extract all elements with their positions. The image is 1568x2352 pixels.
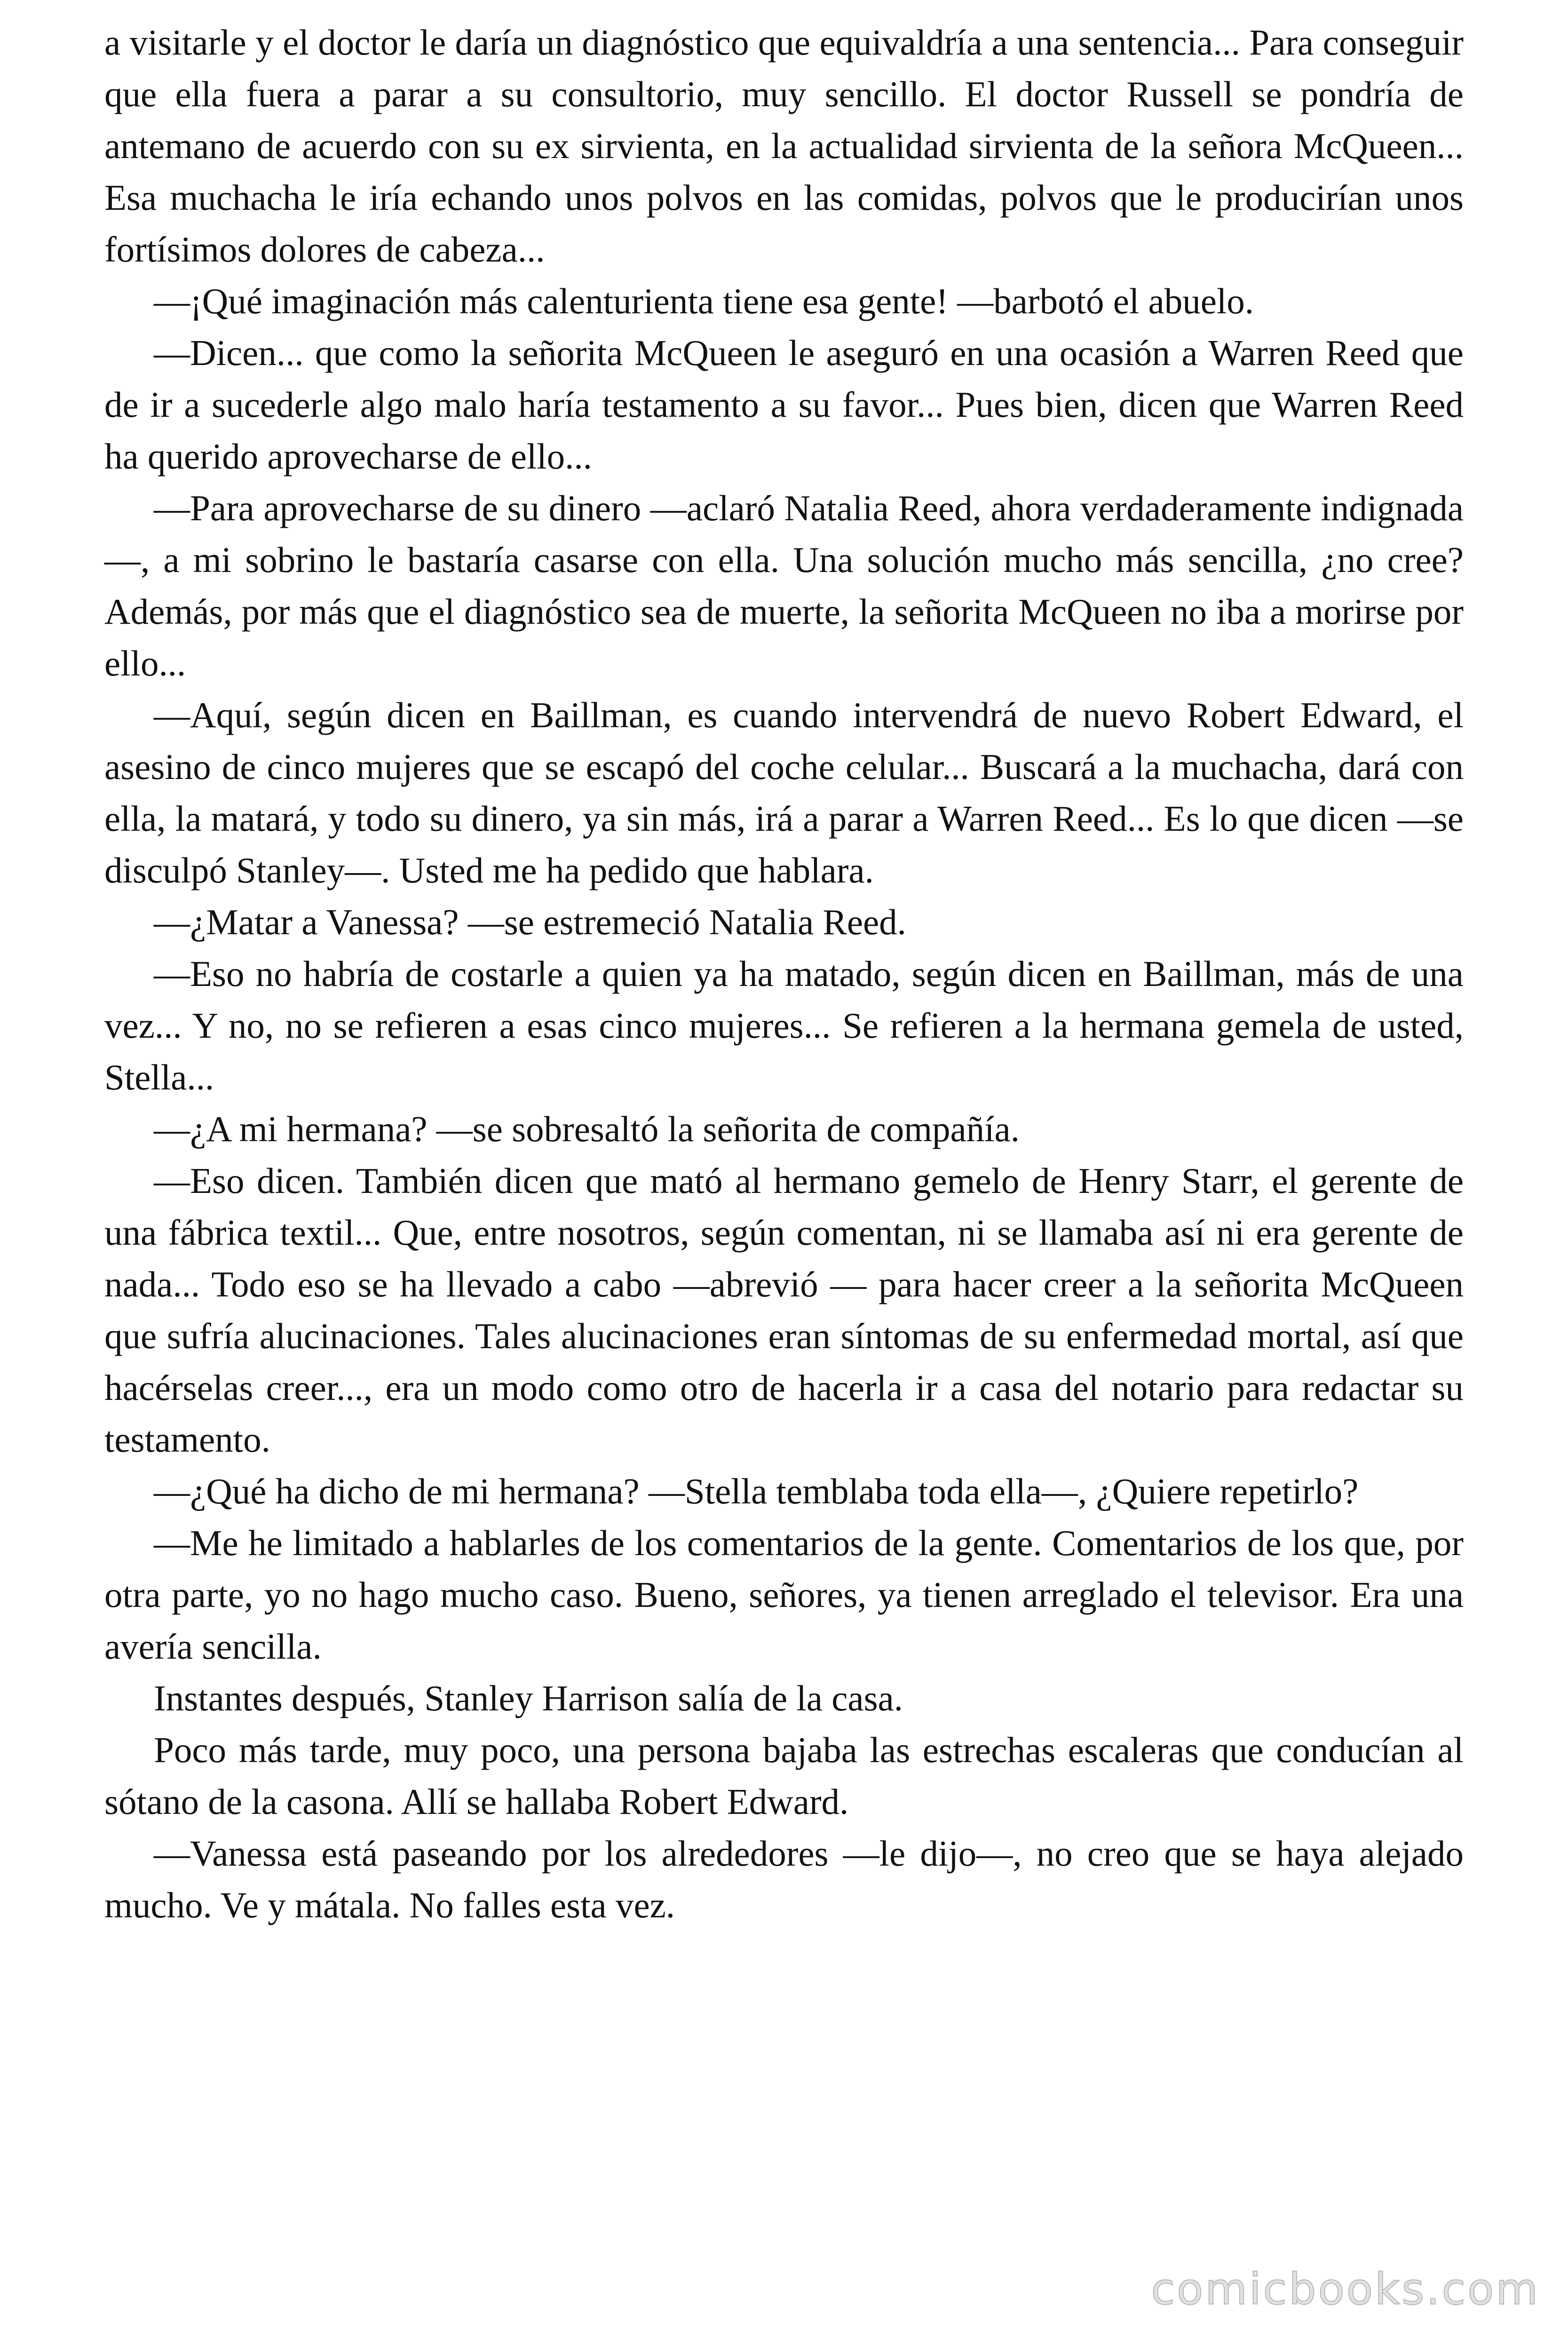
paragraph: —Eso dicen. También dicen que mató al hermano gemelo de Henry Starr, el gerente de una fábrica textil... Que, entre nosotros, según comentan, ni se llamaba así ni era gerente de nada... Todo eso se ha llevado a cabo —abrevió — para hacer creer a la señorita McQueen que sufría alucinaciones. Tales alucinaciones eran síntomas de su enfermedad mortal, así que hacérselas creer..., era un modo como otro de hacerla ir a casa del notario para redactar su testamento. bbox=[104, 1160, 1464, 1460]
paragraph: —¿Matar a Vanessa? —se estremeció Natalia Reed. bbox=[154, 902, 906, 942]
paragraph: Poco más tarde, muy poco, una persona bajaba las estrechas escaleras que conducían al sótano de la casona. Allí se hallaba Robert Edward. bbox=[104, 1730, 1464, 1822]
paragraph: —Dicen... que como la señorita McQueen le aseguró en una ocasión a Warren Reed que de ir a sucederle algo malo haría testamento a su favor... Pues bien, dicen que Warren Reed ha querido aprovecharse de ello... bbox=[104, 333, 1464, 477]
paragraph: —Eso no habría de costarle a quien ya ha matado, según dicen en Baillman, más de una vez... Y no, no se refieren a esas cinco mujeres... Se refieren a la hermana gemela de usted, Stella... bbox=[104, 954, 1464, 1097]
paragraph: —¿Qué ha dicho de mi hermana? —Stella temblaba toda ella—, ¿Quiere repetirlo? bbox=[154, 1471, 1359, 1511]
page-text bbox=[104, 16, 1464, 1931]
paragraph: —Vanessa está paseando por los alrededores —le dijo—, no creo que se haya alejado mucho. Ve y mátala. No falles esta vez. bbox=[104, 1833, 1464, 1925]
paragraph: a visitarle y el doctor le daría un diagnóstico que equivaldría a una sentencia... Para conseguir que ella fuera a parar a su consultorio, muy sencillo. El doctor Russell se pondría de antemano de acuerdo con su ex sirvienta, en la actualidad sirvienta de la señora McQueen... Esa muchacha le iría echando unos polvos en las comidas, polvos que le producirían unos fortísimos dolores de cabeza... bbox=[104, 22, 1464, 270]
watermark: comicbooks.com bbox=[1151, 2264, 1540, 2314]
paragraph: —Aquí, según dicen en Baillman, es cuando intervendrá de nuevo Robert Edward, el asesino de cinco mujeres que se escapó del coche celular... Buscará a la muchacha, dará con ella, la matará, y todo su dinero, ya sin más, irá a parar a Warren Reed... Es lo que dicen —se disculpó Stanley—. Usted me ha pedido que hablara. bbox=[104, 695, 1464, 890]
paragraph: —¡Qué imaginación más calenturienta tiene esa gente! —barbotó el abuelo. bbox=[154, 281, 1254, 321]
paragraph: —Me he limitado a hablarles de los comentarios de la gente. Comentarios de los que, por otra parte, yo no hago mucho caso. Bueno, señores, ya tienen arreglado el televisor. Era una avería sencilla. bbox=[104, 1523, 1464, 1667]
paragraph: Instantes después, Stanley Harrison salía de la casa. bbox=[154, 1678, 903, 1718]
paragraph: —Para aprovecharse de su dinero —aclaró Natalia Reed, ahora verdaderamente indignada—, a mi sobrino le bastaría casarse con ella. Una solución mucho más sencilla, ¿no cree? Además, por más que el diagnóstico sea de muerte, la señorita McQueen no iba a morirse por ello... bbox=[104, 488, 1464, 683]
paragraph: —¿A mi hermana? —se sobresaltó la señorita de compañía. bbox=[154, 1109, 1020, 1149]
